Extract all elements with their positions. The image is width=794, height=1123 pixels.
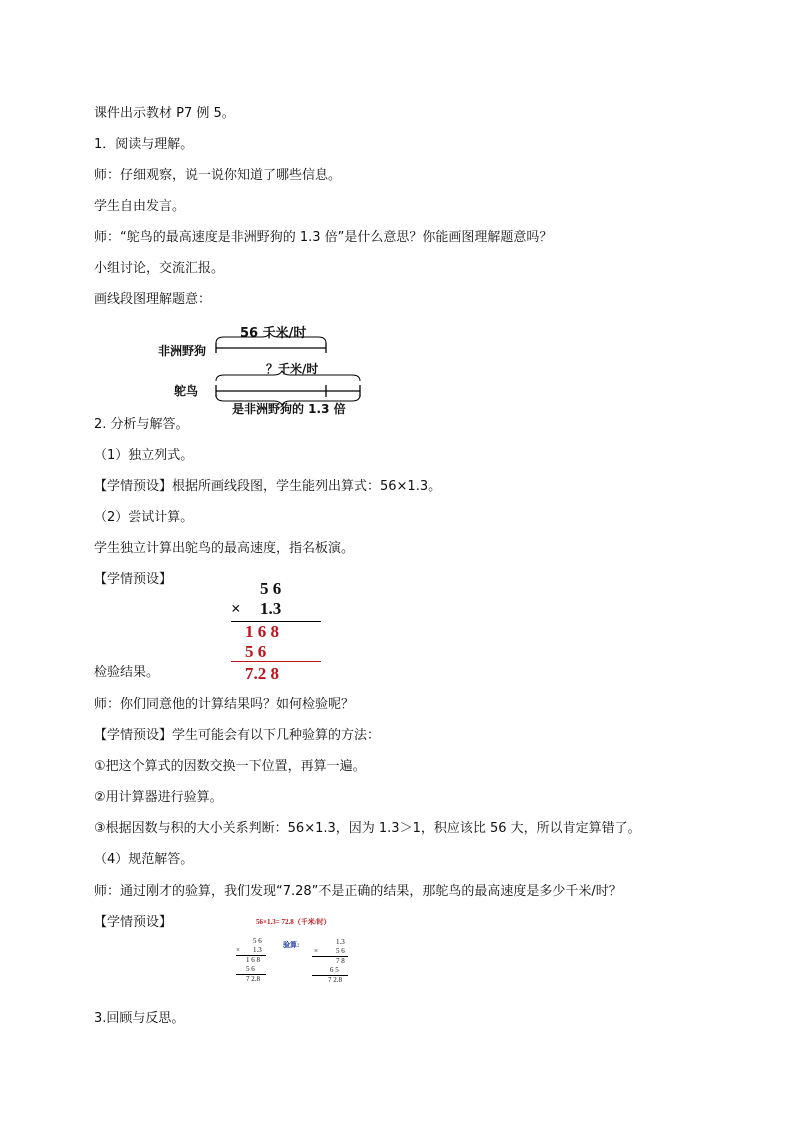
- text-line-15: 师：你们同意他的计算结果吗？如何检验呢？: [94, 697, 355, 712]
- text-line-4: 学生自由发言。: [94, 199, 186, 214]
- text-line-6: 小组讨论，交流汇报。: [94, 261, 225, 276]
- calc1-multiplier: 1.3: [260, 599, 282, 618]
- text-line-10: 【学情预设】根据所画线段图，学生能列出算式：56×1.3。: [94, 479, 442, 494]
- calc2-check-label: 验算:: [283, 941, 300, 949]
- text-line-23: 3.回顾与反思。: [94, 1011, 185, 1026]
- text-line-5: 师：“鸵鸟的最高速度是非洲野狗的 1.3 倍”是什么意思？你能画图理解题意吗？: [94, 230, 553, 245]
- text-line-3: 师：仔细观察，说一说你知道了哪些信息。: [94, 168, 342, 183]
- text-line-9: （1）独立列式。: [94, 448, 194, 463]
- calc2-a-operator: ×: [236, 946, 240, 954]
- calc2-b-operator: ×: [314, 947, 318, 955]
- text-line-11: （2）尝试计算。: [94, 510, 194, 525]
- calc1-partial-2: 5 6: [245, 642, 267, 661]
- text-line-16: 【学情预设】学生可能会有以下几种验算的方法：: [94, 728, 381, 743]
- calc2-a-result: 7 2.8: [246, 975, 260, 983]
- calc2-b-partial-2: 6 5: [330, 966, 339, 974]
- text-line-2: 1．阅读与理解。: [94, 137, 194, 152]
- calc1-operator: ×: [231, 599, 241, 618]
- ratio-label: 是非洲野狗的 1.3 倍: [232, 402, 346, 416]
- calc2-header: 56×1.3= 72.8（千米/时）: [256, 918, 331, 926]
- calc2-b-multiplicand: 1.3: [336, 938, 345, 946]
- calc2-a-partial-1: 1 6 8: [246, 956, 260, 964]
- calc2-a-multiplier: 1.3: [253, 946, 262, 954]
- text-line-21: 师：通过刚才的验算，我们发现“7.28”不是正确的结果，那鸵鸟的最高速度是多少千米/时？: [94, 884, 622, 899]
- text-line-14: 检验结果。: [94, 665, 160, 680]
- ostrich-speed-label: ？千米/时: [266, 362, 319, 376]
- text-line-1: 课件出示教材 P7 例 5。: [94, 106, 235, 121]
- calc2-b-partial-1: 7 8: [336, 957, 345, 965]
- text-line-8: 2. 分析与解答。: [94, 417, 189, 432]
- calc2-b-result: 7 2.8: [328, 976, 342, 984]
- calc2-a-partial-2: 5 6: [246, 965, 255, 973]
- calc2-a-multiplicand: 5 6: [253, 937, 262, 945]
- calc1-multiplicand: 5 6: [260, 579, 282, 598]
- text-line-7: 画线段图理解题意：: [94, 292, 212, 307]
- calc1-result: 7.2 8: [245, 664, 279, 683]
- text-line-18: ②用计算器进行验算。: [94, 790, 223, 805]
- text-line-13: 【学情预设】: [94, 572, 173, 587]
- text-line-19: ③根据因数与积的大小关系判断：56×1.3，因为 1.3＞1，积应该比 56 大，所以肯定算错了。: [94, 821, 641, 836]
- calc2-b-multiplier: 5 6: [336, 947, 345, 955]
- text-line-20: （4）规范解答。: [94, 852, 194, 867]
- text-line-22: 【学情预设】: [94, 915, 173, 930]
- calc1-partial-1: 1 6 8: [245, 622, 279, 641]
- calc1-rule-2: [231, 661, 321, 662]
- ostrich-label: 鸵鸟: [174, 384, 199, 398]
- text-line-17: ①把这个算式的因数交换一下位置，再算一遍。: [94, 759, 366, 774]
- dog-label: 非洲野狗: [158, 344, 207, 358]
- text-line-12: 学生独立计算出鸵鸟的最高速度，指名板演。: [94, 541, 355, 556]
- dog-speed-label: 56 千米/时: [240, 326, 307, 341]
